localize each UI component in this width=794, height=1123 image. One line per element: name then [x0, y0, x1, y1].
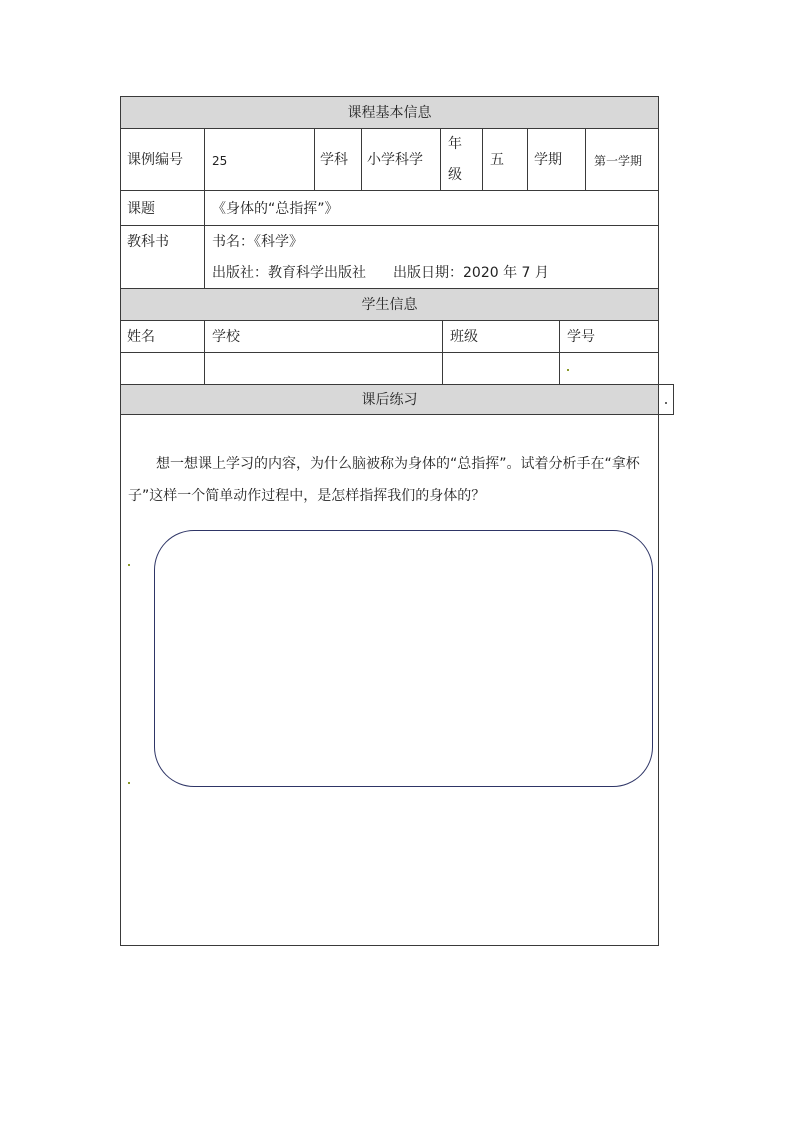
name-label: 姓名: [127, 329, 155, 345]
answer-box[interactable]: [154, 530, 653, 787]
question-line2: 子”这样一个简单动作过程中，是怎样指挥我们的身体的？: [128, 488, 486, 504]
grade-label-line1: 年: [448, 136, 462, 152]
course-no-label: 课例编号: [127, 152, 183, 168]
subject-label: 学科: [320, 152, 348, 168]
basic-info-header: 课程基本信息: [347, 105, 432, 121]
question-line1: 想一想课上学习的内容，为什么脑被称为身体的“总指挥”。试着分析手在“拿杯: [156, 456, 640, 472]
student-info-header: 学生信息: [361, 297, 418, 313]
mark-dot: [128, 564, 130, 566]
book-name: 书名：《科学》: [212, 234, 303, 250]
mark-dot: [665, 402, 667, 404]
student-id-input-cell[interactable]: [560, 353, 658, 384]
course-no-value: 25: [212, 154, 228, 168]
class-input-cell[interactable]: [443, 353, 559, 384]
term-label: 学期: [534, 152, 562, 168]
class-label: 班级: [450, 329, 478, 345]
homework-header: 课后练习: [361, 392, 418, 408]
student-id-label: 学号: [567, 329, 595, 345]
topic-label: 课题: [127, 201, 155, 217]
grade-label-line2: 级: [448, 167, 462, 183]
publish-date: 出版日期：2020 年 7 月: [393, 265, 549, 281]
name-input-cell[interactable]: [121, 353, 204, 384]
topic-value: 《身体的“总指挥”》: [212, 201, 339, 217]
term-value: 第一学期: [594, 154, 643, 168]
school-label: 学校: [212, 329, 240, 345]
grade-value: 五: [490, 152, 504, 168]
school-input-cell[interactable]: [205, 353, 442, 384]
textbook-label: 教科书: [127, 234, 169, 250]
publisher: 出版社：教育科学出版社: [212, 265, 366, 281]
subject-value: 小学科学: [367, 152, 423, 168]
mark-dot: [567, 369, 569, 371]
mark-dot: [128, 782, 130, 784]
